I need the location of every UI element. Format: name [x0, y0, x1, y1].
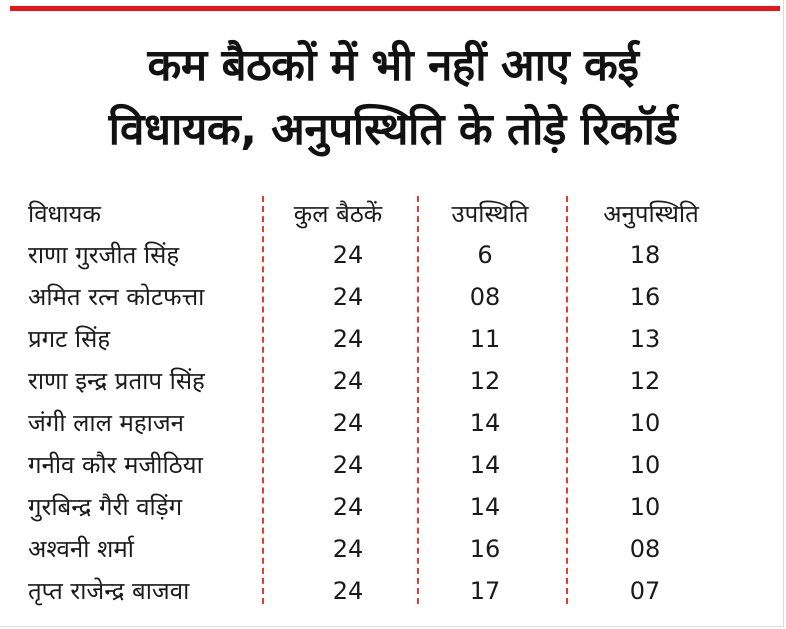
table-header-row [0, 194, 786, 234]
table-row [0, 528, 786, 570]
attendance-count: 6 [477, 241, 493, 269]
legislator-name: राणा इन्द्र प्रताप सिंह [28, 367, 205, 395]
legislator-name: अश्वनी शर्मा [28, 535, 134, 563]
legislator-name: राणा गुरजीत सिंह [28, 241, 180, 269]
table-row [0, 402, 786, 444]
legislator-name: प्रगट सिंह [28, 325, 111, 353]
table-row [0, 360, 786, 402]
absence-count: 08 [629, 535, 661, 563]
attendance-table [0, 194, 786, 612]
total-sittings: 24 [332, 451, 364, 479]
table-row [0, 444, 786, 486]
absence-count: 13 [629, 325, 661, 353]
header-legislator: विधायक [28, 200, 101, 228]
legislator-name: अमित रत्न कोटफत्ता [28, 283, 205, 311]
absence-count: 12 [629, 367, 661, 395]
total-sittings: 24 [332, 493, 364, 521]
headline-line-2: विधायक, अनुपस्थिति के तोड़े रिकॉर्ड [108, 104, 678, 155]
absence-count: 16 [629, 283, 661, 311]
legislator-name: गुरबिन्द्र गैरी वड़िंग [28, 493, 183, 521]
attendance-count: 14 [469, 493, 501, 521]
total-sittings: 24 [332, 409, 364, 437]
absence-count: 10 [629, 451, 661, 479]
legislator-name: गनीव कौर मजीठिया [28, 451, 203, 479]
table-row [0, 276, 786, 318]
legislator-name: तृप्त राजेन्द्र बाजवा [28, 577, 190, 605]
attendance-count: 14 [469, 409, 501, 437]
table-row [0, 234, 786, 276]
attendance-count: 17 [469, 577, 501, 605]
table-row [0, 486, 786, 528]
total-sittings: 24 [332, 325, 364, 353]
attendance-count: 14 [469, 451, 501, 479]
table-row [0, 570, 786, 612]
header-attendance: उपस्थिति [451, 200, 529, 228]
header-total-sittings: कुल बैठकें [293, 200, 383, 228]
table-body [0, 234, 786, 612]
attendance-count: 12 [469, 367, 501, 395]
absence-count: 10 [629, 493, 661, 521]
top-accent-rule [10, 6, 780, 11]
total-sittings: 24 [332, 577, 364, 605]
total-sittings: 24 [332, 535, 364, 563]
header-absence: अनुपस्थिति [603, 200, 699, 228]
legislator-name: जंगी लाल महाजन [28, 409, 184, 437]
total-sittings: 24 [332, 367, 364, 395]
absence-count: 10 [629, 409, 661, 437]
headline [0, 34, 786, 162]
absence-count: 18 [629, 241, 661, 269]
attendance-count: 08 [469, 283, 501, 311]
total-sittings: 24 [332, 241, 364, 269]
table-row [0, 318, 786, 360]
attendance-count: 11 [469, 325, 501, 353]
absence-count: 07 [629, 577, 661, 605]
headline-line-1: कम बैठकों में भी नहीं आए कई [147, 40, 639, 91]
total-sittings: 24 [332, 283, 364, 311]
attendance-count: 16 [469, 535, 501, 563]
